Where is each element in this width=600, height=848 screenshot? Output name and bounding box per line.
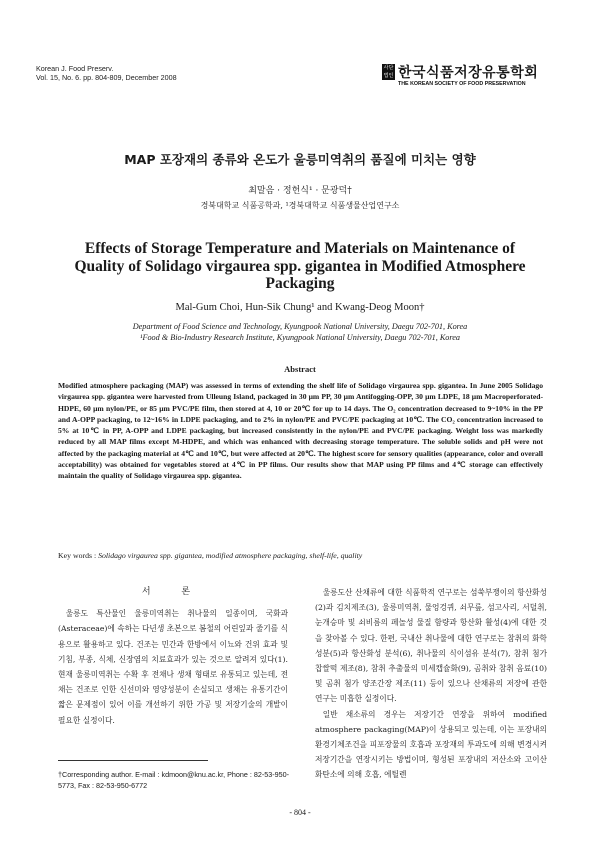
keywords-line	[58, 551, 543, 560]
abstract-text: Modified atmosphere packaging (MAP) was assessed in terms of extending the shelf life of Solidago virgaurea spp. gigantea. In June 2005 Solidago virgaurea spp. gigantea were harvested from Ulleung Island, packaged in 30 μm PP, 30 μm Antifogging-OPP, 30 μm LDPE, 18 μm Macroperforated-HDPE, 60 μm nylon/PE, or 85 μm PVC/PE film, then stored at 4, 10 or 20℃ for up to 14 days. The O₂ concentration decreased to 9~10% in the PP and A-OPP packaging, to 12~16% in LDPE packaging, and to 2% in nylon/PE and PVC/PE packaging at 10℃. The CO₂ concentration increased to 5% at 10℃ in PP, A-OPP and LDPE packaging, but increased consistently in the nylon/PE and PVC/PE packaging. Weight loss was markedly reduced by all MAP films except M-HDPE, and which was enhanced with decreasing storage temperature. The soluble solids and pH were not affected by the packaging material at 4℃ and 10℃, but were affected at 20℃. The highest score for sensory qualities (appearance, color and overall acceptability) was obtained for vegetables stored at 4℃ in PP films. Our results show that MAP using PP films and 4℃ storage can effectively maintain the quality of Solidago virgaurea spp. gigantea.	[58, 381, 543, 481]
page-number: - 804 -	[289, 808, 311, 817]
logo-english-name: THE KOREAN SOCIETY OF FOOD PRESERVATION	[398, 81, 526, 87]
keywords-label: Key words :	[58, 551, 97, 560]
journal-volume: Vol. 15, No. 6. pp. 804-809, December 2008	[36, 73, 177, 82]
english-title: Effects of Storage Temperature and Materials on Maintenance of Quality of Solidago virgaurea spp. gigantea in Modified Atmosphere Packaging	[74, 240, 526, 292]
logo-korean-name: 한국식품저장유통학회	[398, 65, 539, 81]
logo-mark: 사단법인	[383, 65, 394, 79]
affiliation-line-2: ¹Food & Bio-Industry Research Institute, Kyungpook National University, Daegu 702-701, Korea	[140, 333, 460, 342]
affiliation-line-1: Department of Food Science and Technology, Kyungpook National University, Daegu 702-701, Korea	[132, 322, 468, 331]
english-affiliation	[0, 321, 600, 343]
intro-paragraph-3: 일반 채소류의 경우는 저장기간 연장을 위하여 modified atmosphere packaging(MAP)이 상용되고 있는데, 이는 포장내의 환경기체조건을 피포장물의 호흡과 포장재의 투과도에 의해 변경시켜 저장기간을 연장시키는 방법이며, 형성된 포장내의 저산소와 고이산화탄소에 의해 호흡, 에틸렌	[315, 709, 547, 780]
journal-citation	[36, 64, 177, 82]
abstract-heading: Abstract	[284, 364, 316, 374]
right-column	[315, 585, 547, 783]
english-authors: Mal-Gum Choi, Hun-Sik Chung¹ and Kwang-Deog Moon†	[175, 302, 425, 313]
corresponding-author-footnote: †Corresponding author. E-mail : kdmoon@knu.ac.kr, Phone : 82-53-950-5773, Fax : 82-53-950-6772	[58, 770, 290, 790]
introduction-heading: 서 론	[141, 587, 205, 597]
society-logo	[382, 62, 564, 92]
korean-authors: 최말음 · 정헌식¹ · 문광덕†	[248, 186, 352, 196]
korean-title: MAP 포장재의 종류와 온도가 울릉미역취의 품질에 미치는 영향	[124, 152, 476, 167]
keywords-list: Solidago virgaurea spp. gigantea, modified atmosphere packaging, shelf-life, quality	[98, 551, 363, 560]
journal-name: Korean J. Food Preserv.	[36, 64, 114, 73]
korean-affiliation: 경북대학교 식품공학과, ¹경북대학교 식품생물산업연구소	[200, 201, 400, 210]
intro-paragraph-1: 울릉도 특산물인 울릉미역취는 취나물의 일종이며, 국화과(Asteraceae)에 속하는 다년생 초본으로 봄철의 어린잎과 줄기를 식용으로 활용하고 있다. 건조는 민간과 한방에서 이뇨와 건위 효과 및 기침, 부종, 식체, 신장염의 치료효과가 있는 것으로 알려져 있다(1). 현재 울릉미역취는 수확 후 전채나 생채 형태로 유통되고 있는데, 전채는 건조로 인한 신선미와 영양성분이 손실되고 생채는 유통기간이 짧은 문제점이 있어 이를 개선하기 위한 가공 및 저장기술의 개발이 필요한 실정이다.	[58, 609, 288, 725]
footnote-divider	[58, 760, 208, 761]
left-column	[58, 585, 288, 728]
intro-paragraph-2: 울릉도산 산채류에 대한 식품학적 연구로는 섬쑥부쟁이의 항산화성(2)과 김치제조(3), 울릉미역취, 물엉겅퀴, 쇠무릎, 섬고사리, 서덜취, 눈개승마 및 쇠비름의 페놀성 물질 함량과 항산화 활성(4)에 대한 것을 찾아볼 수 있다. 한편, 국내산 취나물에 대한 연구로는 참취의 화학 성분(5)과 항산화성 분석(6), 취나물의 식이섬유 분석(7), 참취 첨가 찹쌀떡 제조(8), 참취 추출물의 미세캡슐화(9), 곰취와 참취 음료(10) 및 곰취 첨가 양조간장 제조(11) 등이 있으나 산채류의 저장에 관한 연구는 미흡한 실정이다.	[315, 588, 547, 704]
